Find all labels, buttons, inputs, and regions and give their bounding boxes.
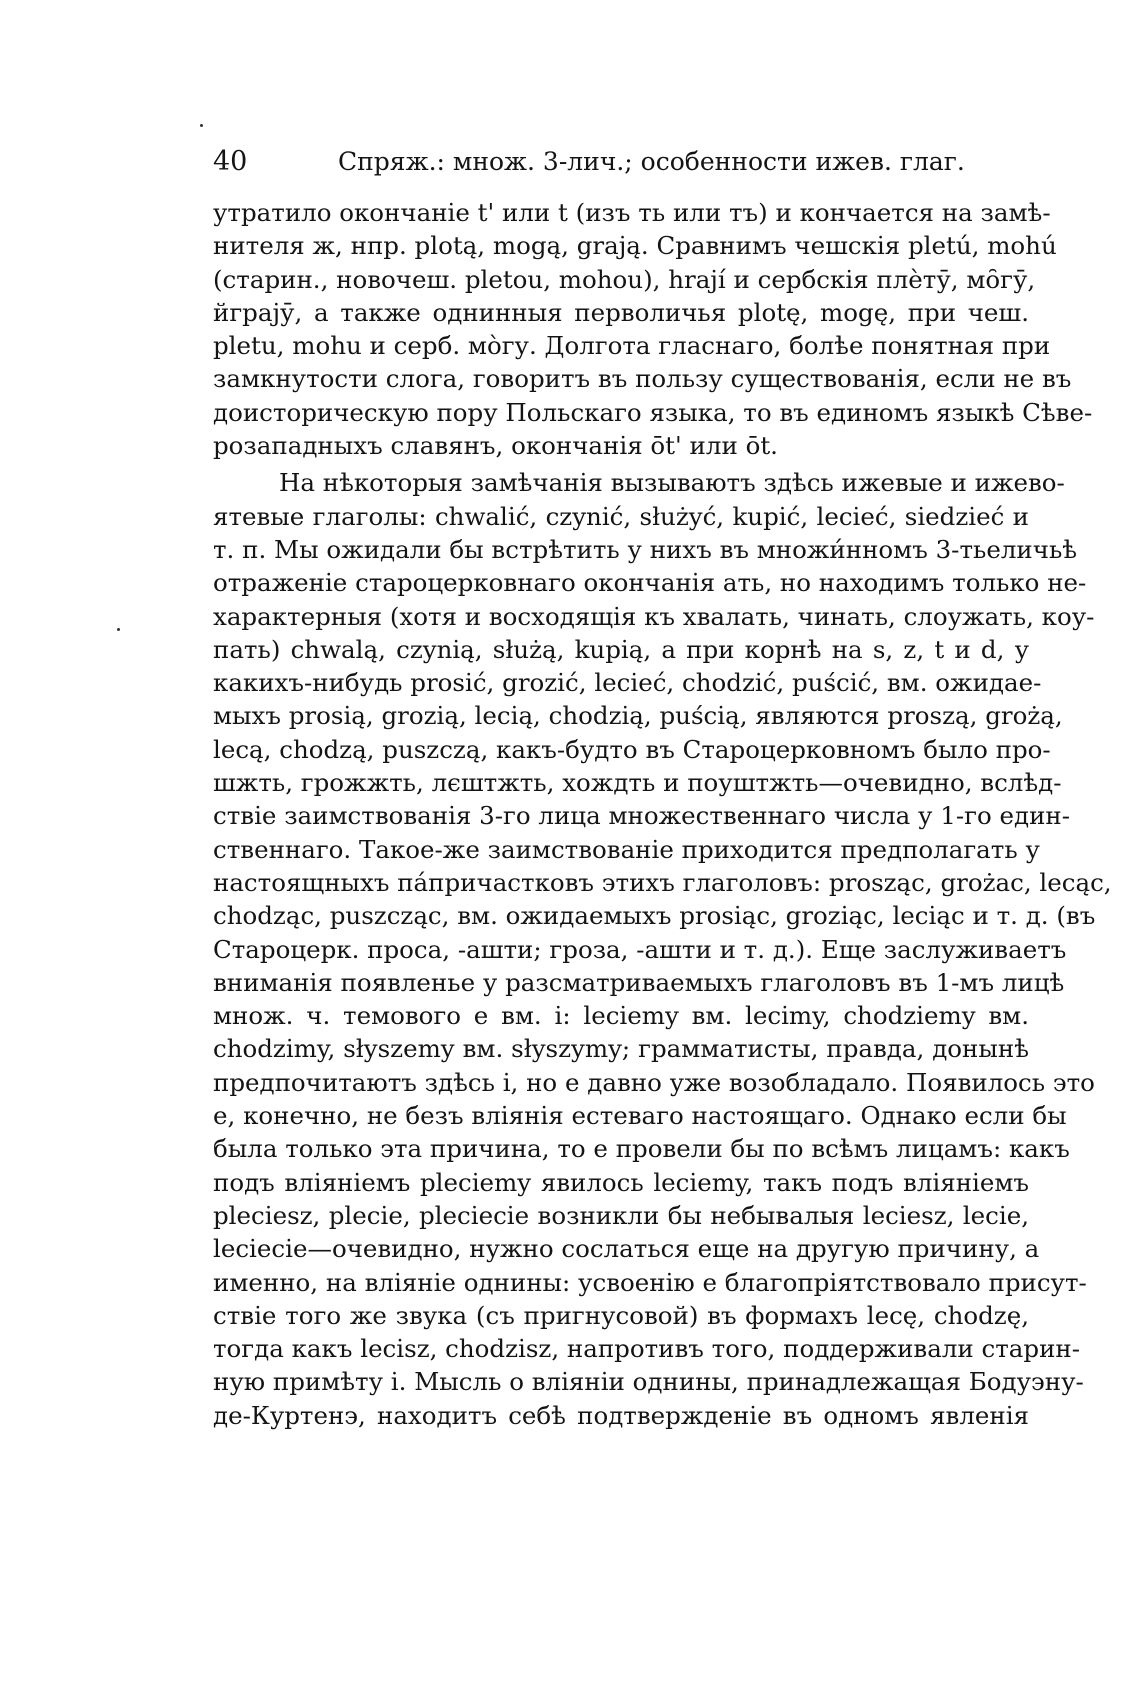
- page-header: [213, 142, 1035, 182]
- text-line: характерныя (хотя и восходящія къ хвалать, чинать, слоужать, коу-: [213, 601, 1095, 631]
- text-line: т. п. Мы ожидали бы встрѣтить у нихъ въ множи́нномъ 3-тьеличьѣ: [213, 534, 1078, 564]
- text-line: ственнаго. Такое-же заимствованіе приходится предполагать у: [213, 834, 1040, 864]
- text-line: предпочитаютъ здѣсь i, но e давно уже возобладало. Появилось это: [213, 1067, 1095, 1097]
- text-line: lecą, chodzą, puszczą, какъ-будто въ Староцерковномъ было про-: [213, 734, 1051, 764]
- text-line: ную примѣту i. Мысль о вліяніи однины, принадлежащая Бодуэну-: [213, 1367, 1084, 1397]
- body-text: [213, 196, 1112, 1432]
- text-line: ятевые глаголы: chwalić, czynić, służyć, kupić, lecieć, siedzieć и: [213, 501, 1029, 531]
- text-line: де-Куртенэ, находитъ себѣ подтвержденіе въ одномъ явленія: [213, 1400, 1029, 1430]
- text-line: какихъ-нибудь prosić, grozić, lecieć, chodzić, puścić, вм. ожидае-: [213, 668, 1042, 698]
- text-line: chodząc, puszcząc, вм. ожидаемыхъ prosiąc, groziąc, leciąc и т. д. (въ: [213, 901, 1096, 931]
- text-line: йграјӯ, а также однинныя перволичья plotę, mogę, при чеш.: [213, 297, 1029, 327]
- text-line: множ. ч. темового e вм. i: leciemy вм. lecimy, chodziemy вм.: [213, 1001, 1029, 1031]
- text-line: Староцерк. проса, -ашти; гроза, -ашти и т. д.). Еще заслуживаетъ: [213, 934, 1067, 964]
- text-line: замкнутости слога, говоритъ въ пользу существованія, если не въ: [213, 364, 1072, 394]
- ink-speck: [200, 124, 203, 127]
- text-line: утратило окончаніе t' или t (изъ ть или тъ) и кончается на замѣ-: [213, 198, 1051, 227]
- text-line: e, конечно, не безъ вліянія естеваго настоящаго. Однако если бы: [213, 1101, 1067, 1131]
- text-line: подъ вліяніемъ pleciemy явилось leciemy, такъ подъ вліяніемъ: [213, 1167, 1029, 1197]
- text-line: мыхъ prosią, grozią, lecią, chodzią, puścią, являются proszą, grożą,: [213, 701, 1063, 731]
- text-line: ствіе заимствованія 3-го лица множественнаго числа у 1-го един-: [213, 801, 1071, 831]
- text-line: На нѣкоторыя замѣчанія вызываютъ здѣсь ижевые и ижево-: [279, 468, 1065, 498]
- text-line: chodzimy, słyszemy вм. słyszymy; грамматисты, правда, донынѣ: [213, 1034, 1029, 1064]
- text-line: шжть, грожжть, лєштжть, хождть и поуштжть—очевидно, вслѣд-: [213, 768, 1062, 798]
- text-line: доисторическую пору Польскаго языка, то въ единомъ языкѣ Сѣве-: [213, 397, 1093, 427]
- ink-speck: [117, 628, 120, 631]
- text-line: розападныхъ славянъ, окончанія ōt' или ōt.: [213, 431, 778, 461]
- text-line: (старин., новочеш. pletou, mohou), hrají и сербскія плèтӯ, мо̑гӯ,: [213, 264, 1036, 294]
- text-line: тогда какъ lecisz, chodzisz, напротивъ того, поддерживали старин-: [213, 1334, 1081, 1364]
- text-line: вниманія появленье у разсматриваемыхъ глаголовъ въ 1-мъ лицѣ: [213, 967, 1065, 997]
- text-line: настоящныхъ па́причастковъ этихъ глаголовъ: prosząc, grożac, lecąc,: [213, 867, 1112, 897]
- running-head: Спряж.: множ. 3-лич.; особенности ижев. глаг.: [338, 147, 965, 176]
- text-line: leciecie—очевидно, нужно сослаться еще на другую причину, а: [213, 1234, 1040, 1264]
- text-line: pletu, mohu и серб. мо̀гу. Долгота гласнаго, болѣе понятная при: [213, 331, 1051, 361]
- text-line: именно, на вліяніе однины: усвоенію e благопріятствовало присут-: [213, 1267, 1087, 1297]
- text-line: ствіе того же звука (съ пригнусовой) въ формахъ lecę, chodzę,: [213, 1300, 1029, 1330]
- text-line: нителя ж, нпр. plotą, mogą, grają. Сравнимъ чешскія pletú, mohú: [213, 231, 1057, 261]
- text-line: отраженіе староцерковнаго окончанія ать, но находимъ только не-: [213, 568, 1087, 598]
- text-line: пать) chwalą, czynią, służą, kupią, а при корнѣ на s, z, t и d, у: [213, 634, 1029, 664]
- page-number: 40: [213, 146, 248, 177]
- text-line: была только эта причина, то e провели бы по всѣмъ лицамъ: какъ: [213, 1134, 1070, 1164]
- text-line: pleciesz, plecie, pleciecie возникли бы небывалыя leciesz, lecie,: [213, 1200, 1029, 1230]
